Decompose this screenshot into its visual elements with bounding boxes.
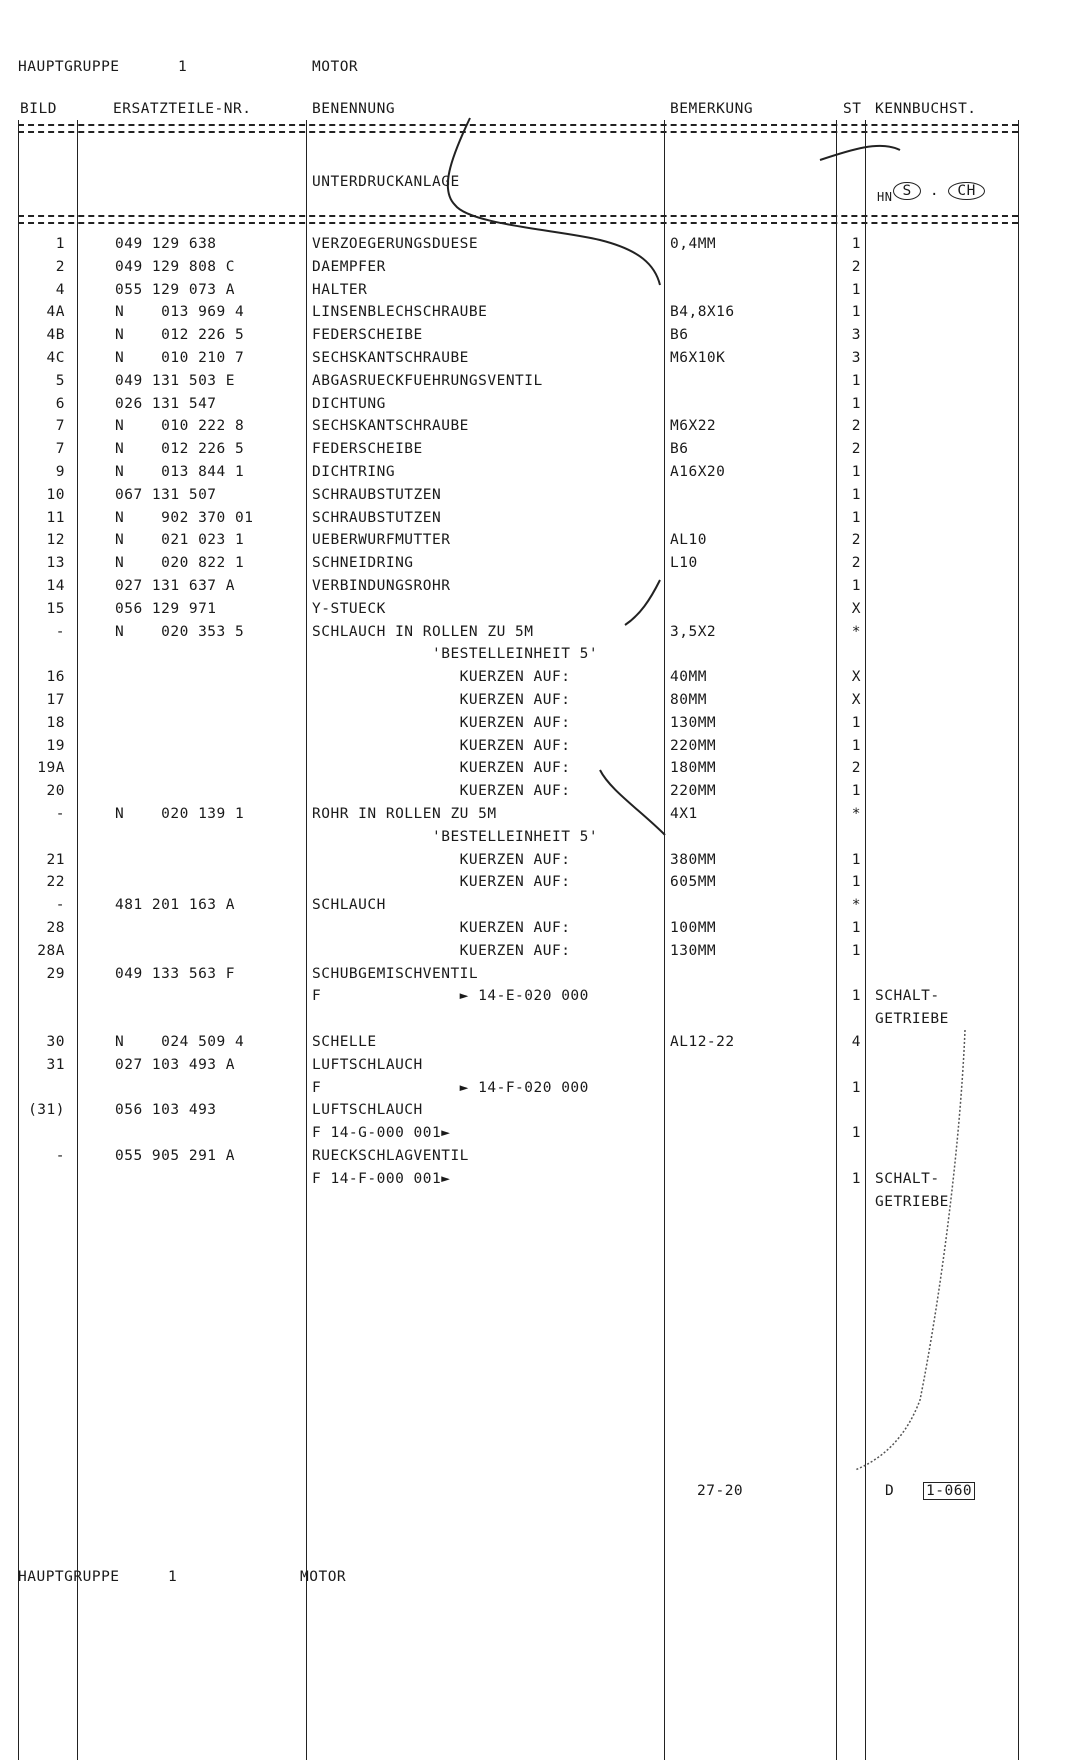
cell-st: X: [851, 692, 861, 708]
cell-benennung: F 14-F-000 001►: [312, 1170, 451, 1187]
cell-bemerkung: B6: [670, 441, 689, 458]
cell-st: 1: [851, 509, 861, 526]
cell-kenn: GETRIEBE: [875, 1011, 949, 1028]
cell-part-number: 049 133 563 F: [115, 965, 235, 982]
cell-bemerkung: M6X10K: [670, 350, 726, 366]
cell-benennung: FEDERSCHEIBE: [312, 327, 423, 344]
cell-bild: 4B: [46, 327, 65, 344]
cell-benennung: VERBINDUNGSROHR: [312, 578, 451, 594]
cell-bemerkung: 130MM: [670, 714, 717, 731]
cell-st: 1: [851, 874, 861, 891]
cell-benennung: SCHNEIDRING: [312, 555, 414, 572]
cell-benennung: DICHTUNG: [312, 395, 386, 412]
cell-st: *: [851, 897, 861, 914]
cell-benennung: F ► 14-F-020 000: [312, 1079, 589, 1096]
cell-benennung: SCHLAUCH IN ROLLEN ZU 5M: [312, 623, 534, 640]
cell-bild: 2: [55, 258, 65, 275]
cell-benennung: KUERZEN AUF:: [312, 669, 571, 686]
cell-bild: 7: [55, 418, 65, 435]
cell-bild: 10: [46, 486, 65, 503]
cell-st: 1: [851, 737, 861, 754]
cell-part-number: 055 129 073 A: [115, 281, 235, 298]
cell-st: 1: [851, 281, 861, 298]
cell-benennung: LINSENBLECHSCHRAUBE: [312, 304, 488, 321]
cell-bild: 12: [46, 532, 65, 549]
cell-st: 1: [851, 578, 861, 594]
cell-st: 1: [851, 1170, 861, 1187]
cell-part-number: N 010 210 7: [115, 350, 245, 366]
cell-st: 1: [851, 464, 861, 480]
country-marks: S . CH: [875, 164, 985, 200]
cell-benennung: FEDERSCHEIBE: [312, 441, 423, 458]
page-ref: 27-20: [697, 1483, 744, 1499]
cell-bild: -: [55, 1148, 65, 1164]
cell-benennung: KUERZEN AUF:: [312, 874, 571, 891]
cell-part-number: 027 131 637 A: [115, 578, 235, 594]
cell-st: 1: [851, 486, 861, 503]
cell-part-number: 055 905 291 A: [115, 1148, 235, 1164]
cell-bild: 6: [55, 395, 65, 412]
cell-bild: 4: [55, 281, 65, 298]
next-group-label: HAUPTGRUPPE: [18, 1569, 120, 1585]
cell-benennung: ABGASRUECKFUEHRUNGSVENTIL: [312, 372, 543, 389]
cell-bild: 18: [46, 714, 65, 731]
cell-bild: 4A: [46, 304, 65, 321]
cell-benennung: LUFTSCHLAUCH: [312, 1102, 423, 1119]
cell-benennung: KUERZEN AUF:: [312, 737, 571, 754]
page-lang: D: [885, 1483, 895, 1499]
next-group-number: 1: [168, 1569, 178, 1585]
cell-bemerkung: 80MM: [670, 692, 707, 708]
cell-bild: 29: [46, 965, 65, 982]
cell-st: 1: [851, 236, 861, 252]
cell-st: 1: [851, 395, 861, 412]
cell-st: 2: [851, 760, 861, 777]
cell-part-number: N 902 370 01: [115, 509, 254, 526]
cell-bemerkung: 0,4MM: [670, 236, 717, 252]
cell-bemerkung: L10: [670, 555, 698, 572]
cell-st: 1: [851, 1079, 861, 1096]
cell-st: 3: [851, 350, 861, 366]
cell-bemerkung: 40MM: [670, 669, 707, 686]
cell-st: *: [851, 806, 861, 822]
cell-part-number: N 013 844 1: [115, 464, 245, 480]
cell-st: 1: [851, 372, 861, 389]
cell-bild: 4C: [46, 350, 65, 366]
cell-benennung: UEBERWURFMUTTER: [312, 532, 451, 549]
cell-part-number: 056 129 971: [115, 600, 217, 617]
cell-part-number: 481 201 163 A: [115, 897, 235, 914]
cell-bemerkung: B4,8X16: [670, 304, 735, 321]
cell-kenn: SCHALT-: [875, 988, 940, 1005]
cell-benennung: KUERZEN AUF:: [312, 692, 571, 708]
cell-bild: 21: [46, 851, 65, 868]
section-title: UNTERDRUCKANLAGE: [312, 174, 460, 190]
cell-part-number: 026 131 547: [115, 395, 217, 412]
cell-st: 1: [851, 1125, 861, 1142]
cell-benennung: 'BESTELLEINHEIT 5': [312, 646, 599, 663]
cell-bemerkung: 100MM: [670, 920, 717, 936]
cell-bild: 19: [46, 737, 65, 754]
cell-bemerkung: B6: [670, 327, 689, 344]
cell-benennung: KUERZEN AUF:: [312, 714, 571, 731]
cell-bild: -: [55, 623, 65, 640]
cell-part-number: N 012 226 5: [115, 441, 245, 458]
cell-bild: 17: [46, 692, 65, 708]
cell-st: 1: [851, 714, 861, 731]
cell-bild: (31): [28, 1102, 65, 1119]
cell-benennung: KUERZEN AUF:: [312, 783, 571, 800]
cell-bemerkung: 380MM: [670, 851, 717, 868]
cell-bild: 11: [46, 509, 65, 526]
cell-benennung: VERZOEGERUNGSDUESE: [312, 236, 479, 252]
cell-st: 1: [851, 783, 861, 800]
cell-benennung: KUERZEN AUF:: [312, 942, 571, 959]
cell-bild: 7: [55, 441, 65, 458]
cell-benennung: SCHRAUBSTUTZEN: [312, 509, 442, 526]
cell-bild: 1: [55, 236, 65, 252]
cell-bild: 19A: [37, 760, 65, 777]
cell-bemerkung: 4X1: [670, 806, 698, 822]
page-number: 1-060: [923, 1482, 975, 1500]
cell-part-number: N 020 353 5: [115, 623, 245, 640]
cell-st: X: [851, 600, 861, 617]
cell-bemerkung: 605MM: [670, 874, 717, 891]
country-mark-s: S: [893, 182, 920, 200]
cell-bild: 20: [46, 783, 65, 800]
cell-benennung: KUERZEN AUF:: [312, 920, 571, 936]
cell-bild: -: [55, 897, 65, 914]
cell-bild: 13: [46, 555, 65, 572]
cell-part-number: N 012 226 5: [115, 327, 245, 344]
cell-part-number: 049 131 503 E: [115, 372, 235, 389]
cell-bild: 15: [46, 600, 65, 617]
col-header-st: ST: [843, 101, 862, 117]
next-group-name: MOTOR: [300, 1569, 347, 1585]
group-number: 1: [178, 59, 188, 75]
cell-benennung: SECHSKANTSCHRAUBE: [312, 418, 469, 435]
cell-kenn: SCHALT-: [875, 1170, 940, 1187]
cell-bild: 28: [46, 920, 65, 936]
cell-part-number: N 024 509 4: [115, 1034, 245, 1050]
scribble-top: [448, 118, 660, 285]
col-header-kenn: KENNBUCHST.: [875, 101, 977, 117]
cell-bemerkung: 3,5X2: [670, 623, 717, 640]
col-header-teil: ERSATZTEILE-NR.: [113, 101, 252, 117]
cell-benennung: SCHUBGEMISCHVENTIL: [312, 965, 479, 982]
cell-benennung: F 14-G-000 001►: [312, 1125, 451, 1142]
scribble-mid: [625, 580, 660, 625]
col-header-benennung: BENENNUNG: [312, 101, 396, 117]
cell-st: *: [851, 623, 861, 640]
cell-bemerkung: 220MM: [670, 783, 717, 800]
cell-st: 1: [851, 851, 861, 868]
cell-st: 2: [851, 441, 861, 458]
cell-bild: 5: [55, 372, 65, 389]
cell-st: 1: [851, 942, 861, 959]
cell-part-number: N 020 139 1: [115, 806, 245, 822]
cell-st: 2: [851, 532, 861, 549]
cell-benennung: HALTER: [312, 281, 368, 298]
country-mark-ch: CH: [948, 182, 984, 200]
cell-benennung: KUERZEN AUF:: [312, 851, 571, 868]
cell-benennung: SECHSKANTSCHRAUBE: [312, 350, 469, 366]
cell-bemerkung: AL10: [670, 532, 707, 549]
cell-part-number: N 020 822 1: [115, 555, 245, 572]
cell-benennung: Y-STUECK: [312, 600, 386, 617]
cell-benennung: KUERZEN AUF:: [312, 760, 571, 777]
col-header-bemerkung: BEMERKUNG: [670, 101, 754, 117]
scribble-right: [820, 146, 900, 160]
cell-bild: 22: [46, 874, 65, 891]
cell-bemerkung: A16X20: [670, 464, 726, 480]
cell-benennung: 'BESTELLEINHEIT 5': [312, 828, 599, 845]
cell-part-number: 049 129 808 C: [115, 258, 235, 275]
cell-benennung: SCHRAUBSTUTZEN: [312, 486, 442, 503]
cell-st: 3: [851, 327, 861, 344]
cell-bemerkung: 180MM: [670, 760, 717, 777]
cell-part-number: 027 103 493 A: [115, 1056, 235, 1073]
cell-part-number: N 013 969 4: [115, 304, 245, 321]
cell-part-number: N 010 222 8: [115, 418, 245, 435]
cell-bild: 16: [46, 669, 65, 686]
scribble-bestell: [600, 770, 665, 835]
section-kenn-hn: HN: [877, 190, 893, 204]
scribble-curve: [855, 1030, 965, 1470]
cell-bild: -: [55, 806, 65, 822]
cell-part-number: 056 103 493: [115, 1102, 217, 1119]
cell-st: 1: [851, 920, 861, 936]
cell-bild: 31: [46, 1056, 65, 1073]
cell-part-number: 067 131 507: [115, 486, 217, 503]
cell-st: 2: [851, 418, 861, 435]
cell-st: 1: [851, 988, 861, 1005]
cell-bemerkung: 220MM: [670, 737, 717, 754]
cell-part-number: N 021 023 1: [115, 532, 245, 549]
cell-st: 2: [851, 555, 861, 572]
cell-benennung: DICHTRING: [312, 464, 396, 480]
cell-bemerkung: M6X22: [670, 418, 717, 435]
group-name: MOTOR: [312, 59, 359, 75]
cell-bild: 30: [46, 1034, 65, 1050]
cell-benennung: LUFTSCHLAUCH: [312, 1056, 423, 1073]
col-header-bild: BILD: [20, 101, 57, 117]
cell-bild: 9: [55, 464, 65, 480]
cell-kenn: GETRIEBE: [875, 1193, 949, 1210]
cell-st: 2: [851, 258, 861, 275]
cell-st: 4: [851, 1034, 861, 1050]
group-label: HAUPTGRUPPE: [18, 59, 120, 75]
cell-benennung: RUECKSCHLAGVENTIL: [312, 1148, 469, 1164]
cell-part-number: 049 129 638: [115, 236, 217, 252]
cell-bild: 28A: [37, 942, 65, 959]
cell-benennung: ROHR IN ROLLEN ZU 5M: [312, 806, 497, 822]
cell-st: X: [851, 669, 861, 686]
cell-bemerkung: AL12-22: [670, 1034, 735, 1050]
cell-benennung: DAEMPFER: [312, 258, 386, 275]
cell-bild: 14: [46, 578, 65, 594]
cell-bemerkung: 130MM: [670, 942, 717, 959]
cell-benennung: SCHLAUCH: [312, 897, 386, 914]
cell-benennung: F ► 14-E-020 000: [312, 988, 589, 1005]
cell-benennung: SCHELLE: [312, 1034, 377, 1050]
cell-st: 1: [851, 304, 861, 321]
